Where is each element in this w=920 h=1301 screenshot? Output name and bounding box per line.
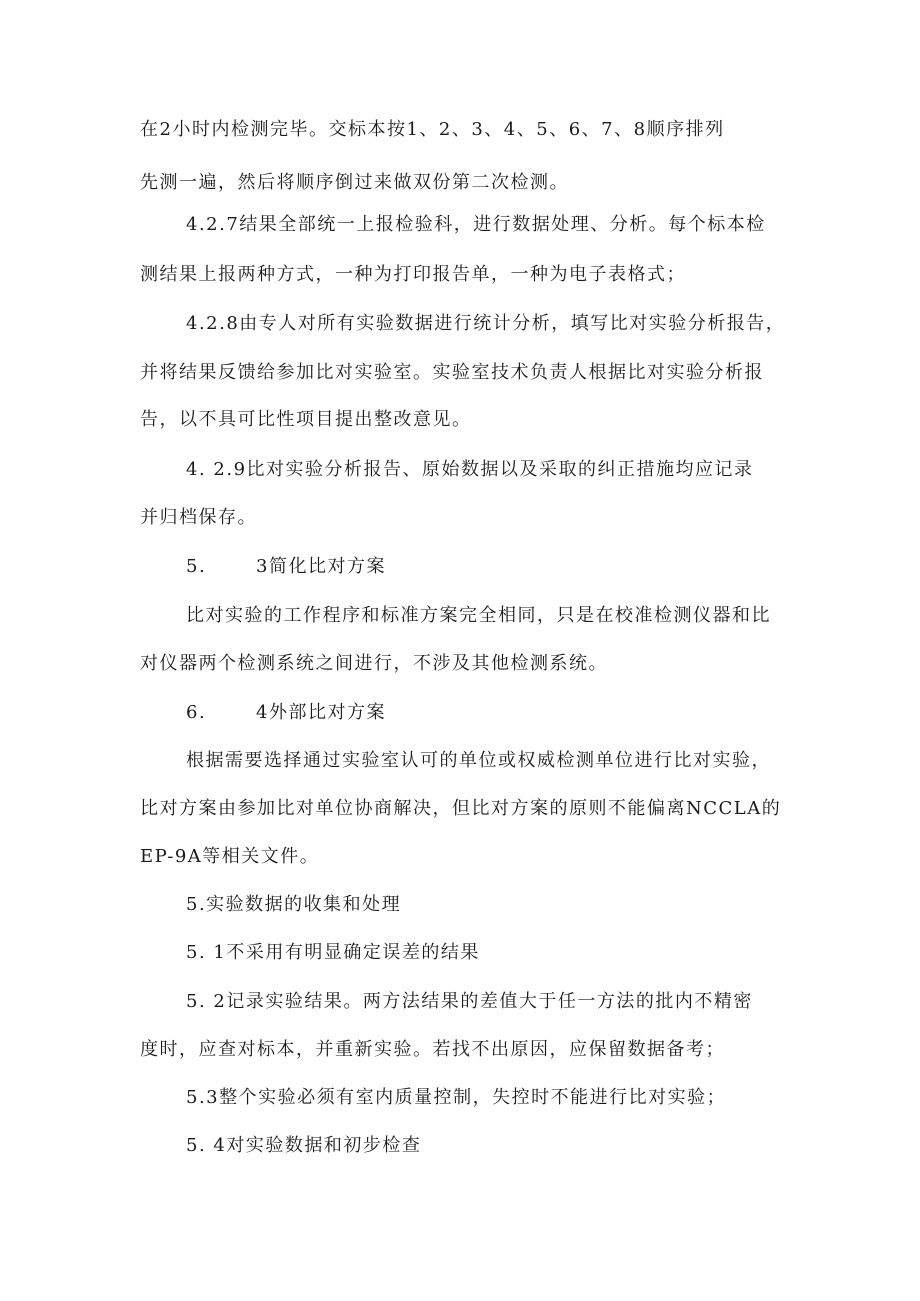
text-line: 并将结果反馈给参加比对实验室。实验室技术负责人根据比对实验分析报 (140, 362, 764, 383)
text-line: 4. 2.9比对实验分析报告、原始数据以及采取的纠正措施均应记录 (186, 459, 754, 480)
text-line: 4.2.7结果全部统一上报检验科，进行数据处理、分析。每个标本检 (186, 214, 766, 235)
text-line: 根据需要选择通过实验室认可的单位或权威检测单位进行比对实验， (186, 750, 771, 771)
text-line: 5. 1不采用有明显确定误差的结果 (186, 942, 480, 963)
text-line: 并归档保存。 (140, 507, 257, 528)
text-line: 先测一遍，然后将顺序倒过来做双份第二次检测。 (140, 172, 569, 193)
text-line: 4.2.8由专人对所有实验数据进行统计分析，填写比对实验分析报告， (186, 313, 786, 334)
text-line: 比对方案由参加比对单位协商解决，但比对方案的原则不能偏离NCCLA的 (140, 798, 782, 819)
section-number: 5. (186, 556, 207, 577)
text-line: 告，以不具可比性项目提出整改意见。 (140, 409, 472, 430)
text-line: 5.3整个实验必须有室内质量控制，失控时不能进行比对实验； (186, 1087, 727, 1108)
text-line: 对仪器两个检测系统之间进行，不涉及其他检测系统。 (140, 653, 608, 674)
section-heading: 4外部比对方案 (256, 702, 386, 723)
section-heading: 3简化比对方案 (256, 556, 386, 577)
section-number: 6. (186, 702, 207, 723)
text-line: 测结果上报两种方式，一种为打印报告单，一种为电子表格式； (140, 264, 686, 285)
section-heading: 5.实验数据的收集和处理 (186, 894, 402, 915)
text-line: 度时，应查对标本，并重新实验。若找不出原因，应保留数据备考； (140, 1039, 725, 1060)
text-line: 在2小时内检测完毕。交标本按1、2、3、4、5、6、7、8顺序排列 (140, 119, 725, 140)
text-line: 5. 2记录实验结果。两方法结果的差值大于任一方法的批内不精密 (186, 991, 753, 1012)
text-line: 5. 4对实验数据和初步检查 (186, 1135, 422, 1156)
text-line: EP-9A等相关文件。 (140, 846, 320, 867)
text-line: 比对实验的工作程序和标准方案完全相同，只是在校准检测仪器和比 (186, 605, 771, 626)
